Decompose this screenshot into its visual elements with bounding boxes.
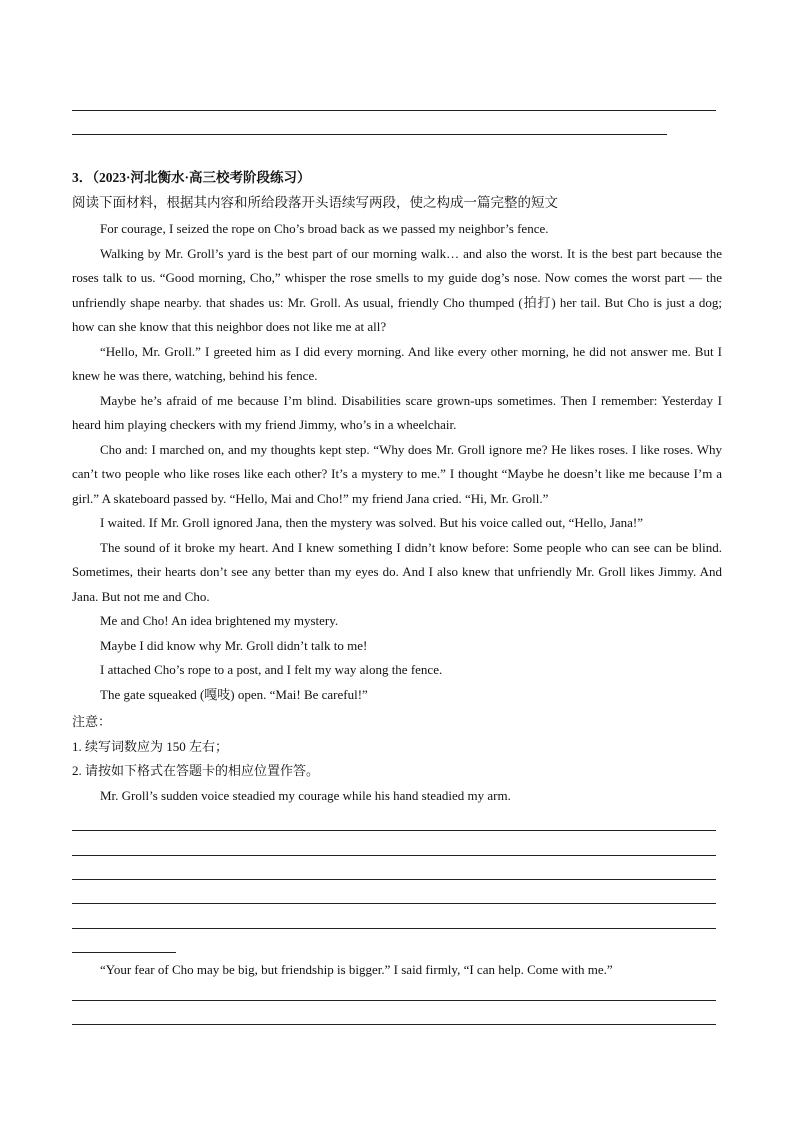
writing-line[interactable]: [72, 928, 716, 929]
writing-line[interactable]: [72, 830, 716, 831]
passage-paragraph: The sound of it broke my heart. And I knew something I didn’t know before: Some people who can see can be blind. Sometimes, their hearts don’t see any better than my eyes do. And I also knew that unfriendly Mr. Groll likes Jimmy. And Jana. But not me and Cho.: [72, 539, 722, 604]
notes-title: 注意：: [72, 714, 112, 729]
passage-paragraph: The gate squeaked (嘎吱) open. “Mai! Be careful!”: [100, 686, 368, 702]
passage-paragraph: “Hello, Mr. Groll.” I greeted him as I did every morning. And like every other morning, he did not answer me. But I knew he was there, watching, behind his fence.: [72, 343, 722, 383]
writing-line[interactable]: [72, 879, 716, 880]
question-instruction: 阅读下面材料，根据其内容和所给段落开头语续写两段，使之构成一篇完整的短文: [72, 195, 558, 210]
passage-paragraph: Maybe he’s afraid of me because I’m blind. Disabilities scare grown-ups sometimes. Then I remember: Yesterday I heard him playing checkers with my friend Jimmy, who’s in a wheelchair.: [72, 392, 722, 432]
question-source: （2023·河北衡水·高三校考阶段练习）: [92, 170, 311, 185]
writing-line[interactable]: [72, 1000, 716, 1001]
question-header: [72, 168, 722, 188]
writing-line[interactable]: [72, 855, 716, 856]
passage-paragraph: Maybe I did know why Mr. Groll didn’t talk to me!: [100, 637, 368, 653]
passage-paragraph: Cho and: I marched on, and my thoughts kept step. “Why does Mr. Groll ignore me? He likes roses. I like roses. Why can’t two people who like roses like each other? It’s a mystery to me.” I thought “Maybe he doesn’t like me because I’m a girl.” A skateboard passed by. “Hello, Mai and Cho!” my friend Jana cried. “Hi, Mr. Groll.”: [72, 441, 722, 506]
passage-paragraph: I attached Cho’s rope to a post, and I felt my way along the fence.: [100, 662, 443, 677]
passage-paragraph: For courage, I seized the rope on Cho’s broad back as we passed my neighbor’s fence.: [100, 221, 549, 236]
paragraph-opener-first: Mr. Groll’s sudden voice steadied my courage while his hand steadied my arm.: [100, 787, 511, 803]
passage-paragraph: Me and Cho! An idea brightened my mystery.: [100, 613, 339, 628]
question-instruction-block: [72, 193, 722, 213]
notes: [72, 710, 722, 808]
question-number: 3．: [72, 170, 93, 185]
notes-item: 2. 请按如下格式在答题卡的相应位置作答。: [72, 763, 320, 778]
passage-paragraph: Walking by Mr. Groll’s yard is the best part of our morning walk… and also the worst. It is the best part because the roses talk to us. “Good morning, Cho,” whisper the rose smells to my guide dog’s nose. Now comes the worst part — the unfriendly shape nearby. that shades us: Mr. Groll. As usual, friendly Cho thumped (拍打) her tail. But Cho is just a dog; how can she know that this neighbor does not like me at all?: [72, 245, 722, 334]
answer-line: [72, 110, 716, 111]
passage: [72, 217, 722, 707]
answer-line: [72, 134, 667, 135]
passage-paragraph: I waited. If Mr. Groll ignored Jana, then the mystery was solved. But his voice called out, “Hello, Jana!”: [100, 515, 643, 530]
writing-line[interactable]: [72, 952, 176, 953]
paragraph-opener-second: “Your fear of Cho may be big, but friendship is bigger.” I said firmly, “I can help. Come with me.”: [100, 962, 613, 977]
writing-line[interactable]: [72, 903, 716, 904]
writing-line[interactable]: [72, 1024, 716, 1025]
notes-item: 1. 续写词数应为 150 左右；: [72, 738, 229, 754]
second-opener-block: [72, 958, 722, 983]
